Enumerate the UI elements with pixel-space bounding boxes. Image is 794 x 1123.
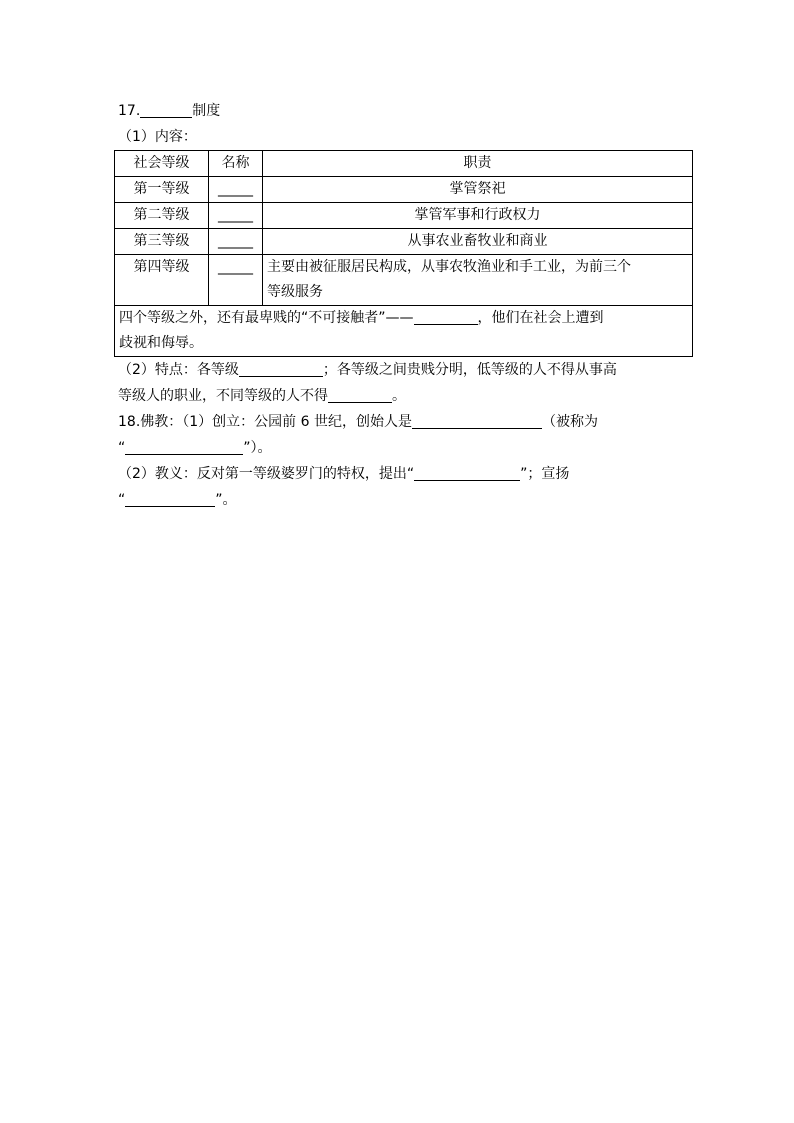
q17-title-suffix: 制度 bbox=[192, 103, 221, 119]
row-level: 第三等级 bbox=[115, 229, 209, 255]
untouchable-blank[interactable] bbox=[414, 308, 478, 325]
table-footer bbox=[115, 306, 693, 357]
footer-line1 bbox=[119, 306, 688, 331]
header-level: 社会等级 bbox=[115, 151, 209, 177]
q18-line1 bbox=[118, 409, 696, 435]
table-row bbox=[115, 203, 693, 229]
q17-sub2-text-d: 。 bbox=[392, 388, 406, 404]
q18-quote-open: “ bbox=[118, 440, 126, 456]
footer-text-a: 四个等级之外，还有最卑贱的“不可接触者”—— bbox=[119, 310, 414, 326]
q18-quote-close: ”）。 bbox=[243, 440, 272, 456]
feature-blank-2[interactable] bbox=[328, 386, 392, 403]
row-duty: 掌管军事和行政权力 bbox=[263, 203, 693, 229]
footer-text-b: ，他们在社会上遭到 bbox=[477, 310, 604, 326]
q18-line2 bbox=[118, 435, 696, 461]
caste-table bbox=[114, 150, 693, 357]
row-duty: 从事农业畜牧业和商业 bbox=[263, 229, 693, 255]
q17-sub2-line2 bbox=[118, 383, 696, 409]
q18-text-c: （2）教义：反对第一等级婆罗门的特权，提出“ bbox=[118, 466, 415, 482]
footer-line2: 歧视和侮辱。 bbox=[119, 335, 203, 351]
row-name-blank[interactable]: _____ bbox=[209, 177, 263, 203]
row-level: 第四等级 bbox=[115, 255, 209, 306]
row-duty-line1: 主要由被征服居民构成，从事农牧渔业和手工业，为前三个 bbox=[267, 259, 631, 275]
q18-line3 bbox=[118, 461, 696, 487]
q17-sub2-text-a: （2）特点：各等级 bbox=[118, 362, 239, 378]
row-level: 第二等级 bbox=[115, 203, 209, 229]
table-row bbox=[115, 229, 693, 255]
row-duty-line2: 等级服务 bbox=[267, 284, 323, 300]
row-name-blank[interactable]: _____ bbox=[209, 229, 263, 255]
table-footer-row bbox=[115, 306, 693, 357]
table-row bbox=[115, 255, 693, 306]
row-duty bbox=[263, 255, 693, 306]
row-name-blank[interactable]: _____ bbox=[209, 203, 263, 229]
q17-sub2-line1 bbox=[118, 357, 696, 383]
q18-text-d: ”；宣扬 bbox=[520, 466, 570, 482]
founder-blank[interactable] bbox=[412, 412, 542, 429]
header-duty: 职责 bbox=[263, 151, 693, 177]
q17-sub2-text-c: 等级人的职业，不同等级的人不得 bbox=[118, 388, 328, 404]
q17-title bbox=[118, 98, 696, 124]
q18-quote-close-2: ”。 bbox=[215, 492, 237, 508]
doctrine-blank-2[interactable] bbox=[125, 490, 215, 507]
q18-line4 bbox=[118, 487, 696, 513]
q18-quote-open-2: “ bbox=[118, 492, 126, 508]
q18-text-b: （被称为 bbox=[541, 414, 598, 430]
q17-number: 17. bbox=[118, 103, 141, 119]
table-row bbox=[115, 177, 693, 203]
row-name-blank[interactable]: _____ bbox=[209, 255, 263, 306]
q17-sub2-text-b: ；各等级之间贵贱分明，低等级的人不得从事高 bbox=[322, 362, 617, 378]
q17-sub1: （1）内容： bbox=[118, 129, 197, 145]
q18-text-a: 18.佛教：（1）创立：公园前 6 世纪，创始人是 bbox=[118, 414, 412, 430]
header-name: 名称 bbox=[209, 151, 263, 177]
q17-blank-system[interactable] bbox=[140, 101, 192, 118]
doctrine-blank-1[interactable] bbox=[414, 464, 520, 481]
row-duty: 掌管祭祀 bbox=[263, 177, 693, 203]
table-header-row bbox=[115, 151, 693, 177]
founder-title-blank[interactable] bbox=[125, 438, 243, 455]
row-level: 第一等级 bbox=[115, 177, 209, 203]
worksheet bbox=[118, 98, 696, 513]
feature-blank-1[interactable] bbox=[239, 360, 323, 377]
